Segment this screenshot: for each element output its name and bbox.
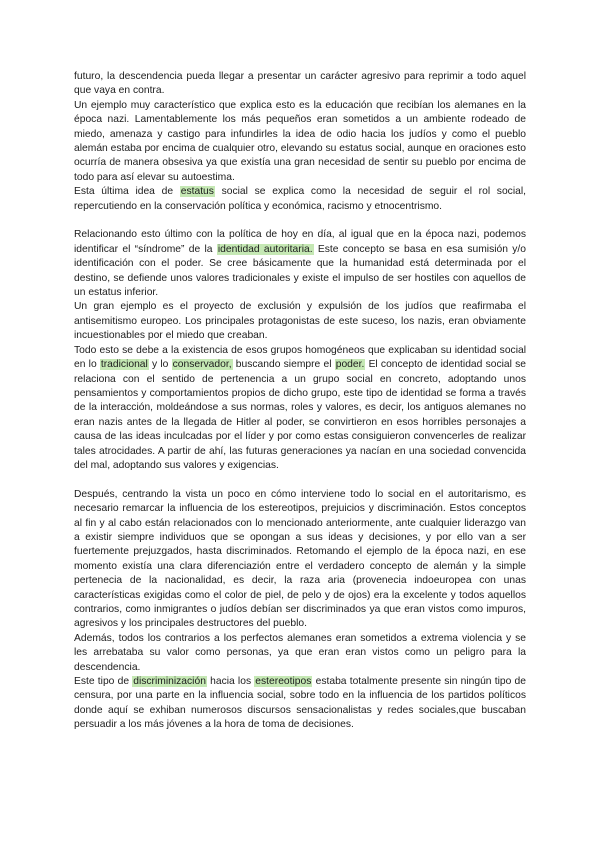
- document-page: [74, 70, 526, 733]
- paragraph: [74, 70, 526, 99]
- text-segment: social se explica como la necesidad de seguir el rol social, repercutiendo en la conservación política y económica, racismo y etnocentrismo.: [74, 186, 526, 212]
- highlighted-term: estatus: [180, 186, 214, 198]
- highlighted-term: tradicional: [100, 359, 148, 371]
- paragraph: [74, 99, 526, 185]
- paragraph-gap: [74, 473, 526, 487]
- text-segment: buscando siempre el: [232, 359, 335, 371]
- highlighted-term: poder.: [335, 359, 365, 371]
- text-segment: estaba totalmente presente sin ningún tipo de censura, por una parte en la influencia social, sobre todo en la influencia de los partidos políticos donde aquí se exhiban numerosos discursos sensacionalistas y redes sociales,que buscaban persuadir a los más jóvenes a la hora de toma de decisiones.: [74, 676, 526, 731]
- paragraph: [74, 675, 526, 733]
- text-segment: Un gran ejemplo es el proyecto de exclusión y expulsión de los judíos que reafirmaba el antisemitismo europeo. Los principales protagonistas de este suceso, los nazis, eran obviamente incuestionables por el miedo que creaban.: [74, 301, 526, 342]
- paragraph: [74, 344, 526, 474]
- text-segment: Además, todos los contrarios a los perfectos alemanes eran sometidos a extrema violencia y se les arrebataba su valor como personas, ya que eran eran vistos como un peligro para la descendencia.: [74, 632, 526, 673]
- paragraph: [74, 488, 526, 632]
- highlighted-term: estereotipos: [255, 676, 312, 688]
- text-segment: Esta última idea de: [74, 186, 180, 198]
- highlighted-term: conservador,: [172, 359, 232, 371]
- text-segment: Relacionando esto último con la política de hoy en día, al igual que en la época nazi, podemos identificar el “síndrome” de la: [74, 229, 526, 255]
- highlighted-term: discriminización: [133, 676, 206, 688]
- text-segment: Todo esto se debe a la existencia de esos grupos homogéneos que explicaban su identidad social en lo: [74, 344, 526, 371]
- text-segment: y lo: [148, 359, 172, 371]
- paragraph: [74, 228, 526, 300]
- paragraph-gap: [74, 214, 526, 228]
- text-segment: Este concepto se basa en esa sumisión y/o identificación con el poder. Se cree básicamente que la humanidad está determinada por el destino, se defiende unos valores tradicionales y existe el impulso de ser hostiles con aquellos de un estatus inferior.: [74, 243, 526, 299]
- text-segment: hacia los: [206, 676, 255, 688]
- text-segment: Después, centrando la vista un poco en cómo interviene todo lo social en el autoritarismo, es necesario remarcar la influencia de los estereotipos, prejuicios y discriminación. Estos conceptos al fin y al cabo están relacionados con lo mencionado anteriormente, ante cualquier liderazgo van a existir siempre individuos que se opongan a sus ideas y decisiones, y por ello van a ser fuertemente prejuzgados, hasta discriminados. Retomando el ejemplo de la época nazi, en ese momento existía una clara diferenciazión entre el verdadero concepto de alemán y la simple pertenecia de la nacionalidad, es decir, la raza aria (provenecia indoeuropea con unas características exigidas como el color de piel, de pelo y de ojos) era la excelente y todos aquellos contrarios, como inmigrantes o judíos debían ser discriminados ya que eran vistos como impuros, agresivos y los principales destructores del pueblo.: [74, 488, 526, 630]
- paragraph: [74, 632, 526, 675]
- paragraph: [74, 185, 526, 214]
- text-segment: futuro, la descendencia pueda llegar a presentar un carácter agresivo para reprimir a todo aquel que vaya en contra.: [74, 71, 526, 97]
- highlighted-term: identidad autoritaria.: [217, 243, 313, 255]
- text-segment: Un ejemplo muy característico que explica esto es la educación que recibían los alemanes en la época nazi. Lamentablemente los más pequeños eran sometidos a un ambiente rodeado de miedo, amenaza y castigo para infundirles la idea de odio hacia los judíos y como el pueblo alemán estaba por encima de cualquier otro, elevando su estatus social, aunque en oraciones esto ocurría de manera obsesiva ya que existía una gran necesidad de sentir su pueblo por encima de todo para así elevar su autoestima.: [74, 99, 526, 183]
- text-segment: El concepto de identidad social se relaciona con el sentido de pertenencia a un grupo social en concreto, adoptando unos pensamientos y comportamientos propios de dicho grupo, este tipo de identidad se forma a través de la interacción, moldeándose a sus normas, roles y valores, es decir, los antiguos alemanes no eran nazis antes de la llegada de Hitler al poder, se convirtieron en esos horribles personajes a causa de las ideas inculcadas por el líder y por como estas consiguieron convencerles de realizar tales atrocidades. A partir de ahí, las futuras generaciones ya nacían en una sociedad convencida del mal, adoptando sus valores y exigencias.: [74, 359, 526, 471]
- paragraph: [74, 300, 526, 343]
- text-segment: Este tipo de: [74, 676, 133, 688]
